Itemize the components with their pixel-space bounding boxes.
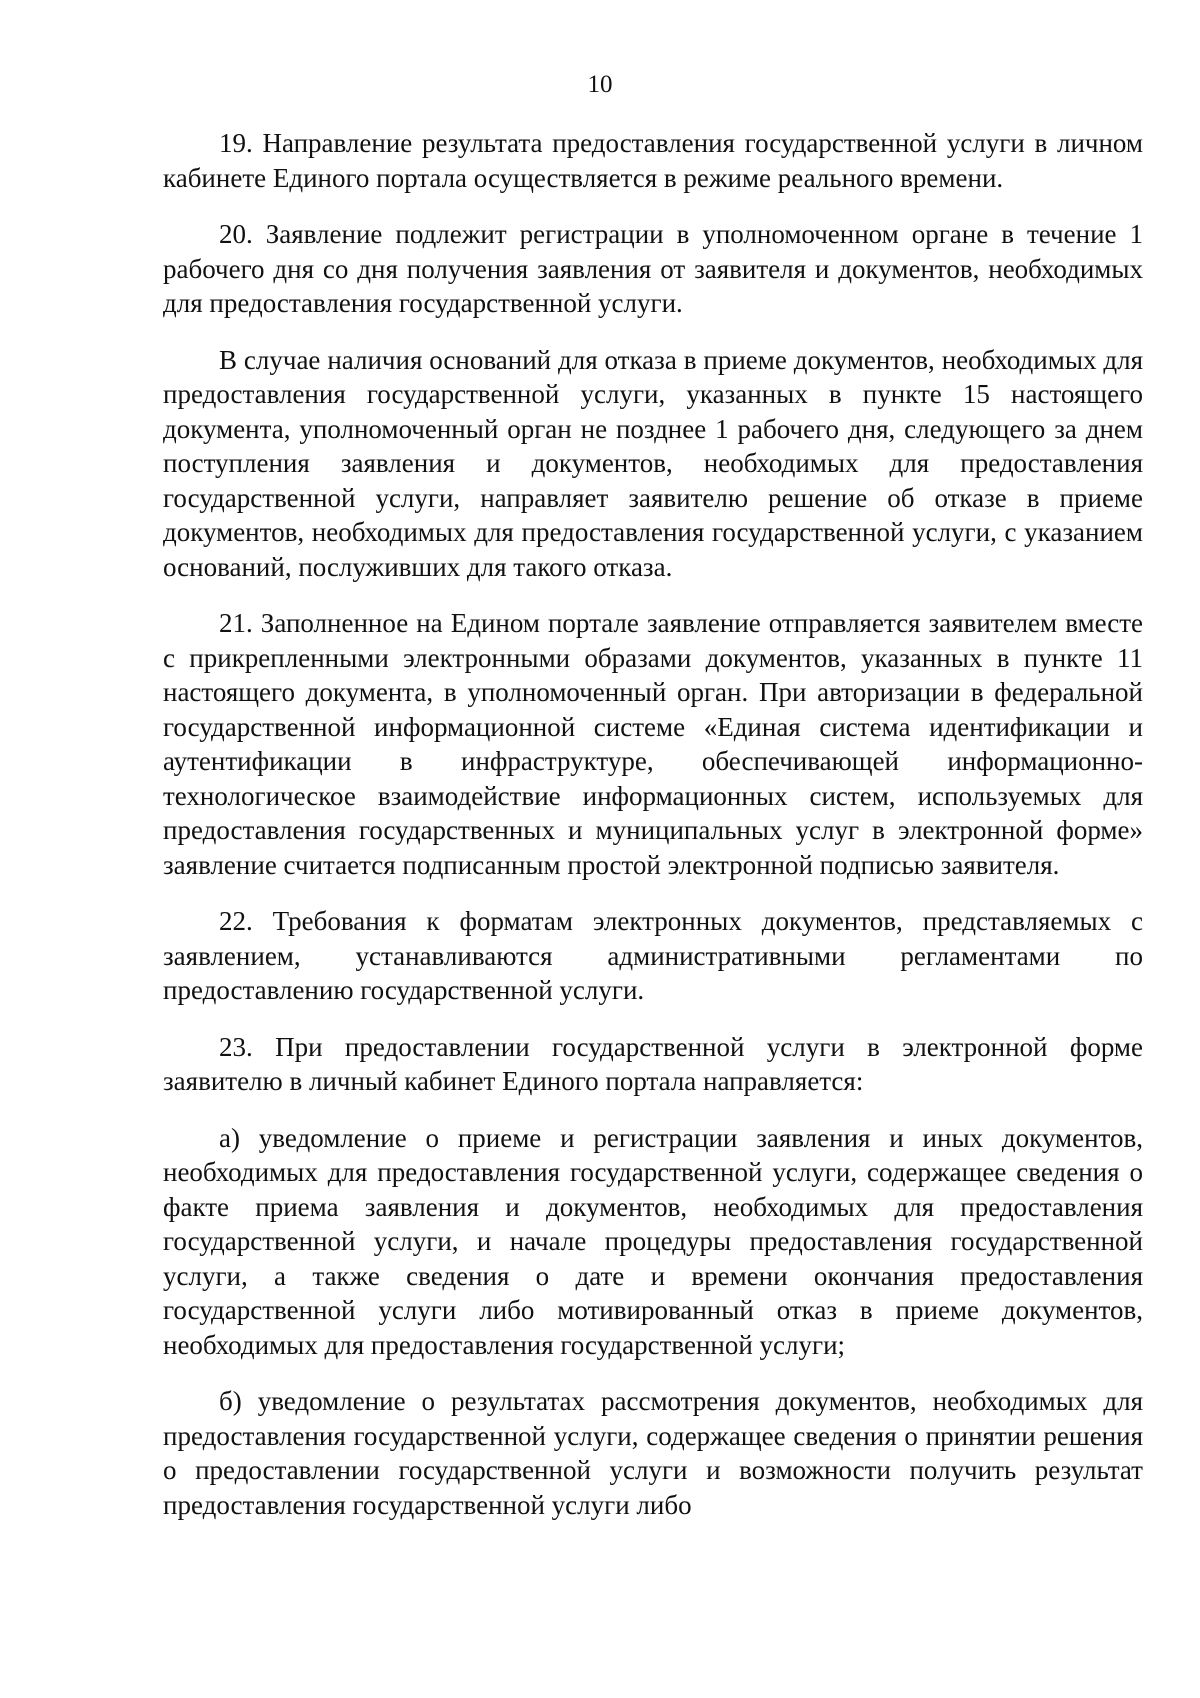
- paragraph-22: 22. Требования к форматам электронных документов, представляемых с заявлением, устанавливаются административными регламентами по предоставлению государственной услуги.: [163, 906, 1143, 1005]
- paragraph-20: 20. Заявление подлежит регистрации в уполномоченном органе в течение 1 рабочего дня со дня получения заявления от заявителя и документов, необходимых для предоставления государственной услуги.: [163, 219, 1143, 318]
- paragraph-23: 23. При предоставлении государственной услуги в электронной форме заявителю в личный кабинет Единого портала направляется:: [163, 1031, 1143, 1096]
- paragraph-21: 21. Заполненное на Едином портале заявление отправляется заявителем вместе с прикрепленными электронными образами документов, указанных в пункте 11 настоящего документа, в уполномоченный орган. При авторизации в федеральной государственной информационной системе «Единая система идентификации и аутентификации в инфраструктуре, обеспечивающей информационно-технологическое взаимодействие информационных систем, используемых для предоставления государственных и муниципальных услуг в электронной форме» заявление считается подписанным простой электронной подписью заявителя.: [163, 608, 1143, 880]
- paragraph-19: 19. Направление результата предоставления государственной услуги в личном кабинете Единого портала осуществляется в режиме реального времени.: [163, 128, 1143, 193]
- paragraph-23-b: б) уведомление о результатах рассмотрения документов, необходимых для предоставления государственной услуги, содержащее сведения о принятии решения о предоставлении государственной услуги и возможности получить результат предоставления государственной услуги либо: [163, 1386, 1143, 1520]
- document-body: [163, 126, 1143, 1544]
- paragraph-20-refusal: В случае наличия оснований для отказа в приеме документов, необходимых для предоставления государственной услуги, указанных в пункте 15 настоящего документа, уполномоченный орган не позднее 1 рабочего дня, следующего за днем поступления заявления и документов, необходимых для предоставления государственной услуги, направляет заявителю решение об отказе в приеме документов, необходимых для предоставления государственной услуги, с указанием оснований, послуживших для такого отказа.: [163, 344, 1143, 582]
- paragraph-23-a: а) уведомление о приеме и регистрации заявления и иных документов, необходимых для предоставления государственной услуги, содержащее сведения о факте приема заявления и документов, необходимых для предоставления государственной услуги, и начале процедуры предоставления государственной услуги, а также сведения о дате и времени окончания предоставления государственной услуги либо мотивированный отказ в приеме документов, необходимых для предоставления государственной услуги;: [163, 1122, 1143, 1360]
- page-number: 10: [587, 71, 613, 98]
